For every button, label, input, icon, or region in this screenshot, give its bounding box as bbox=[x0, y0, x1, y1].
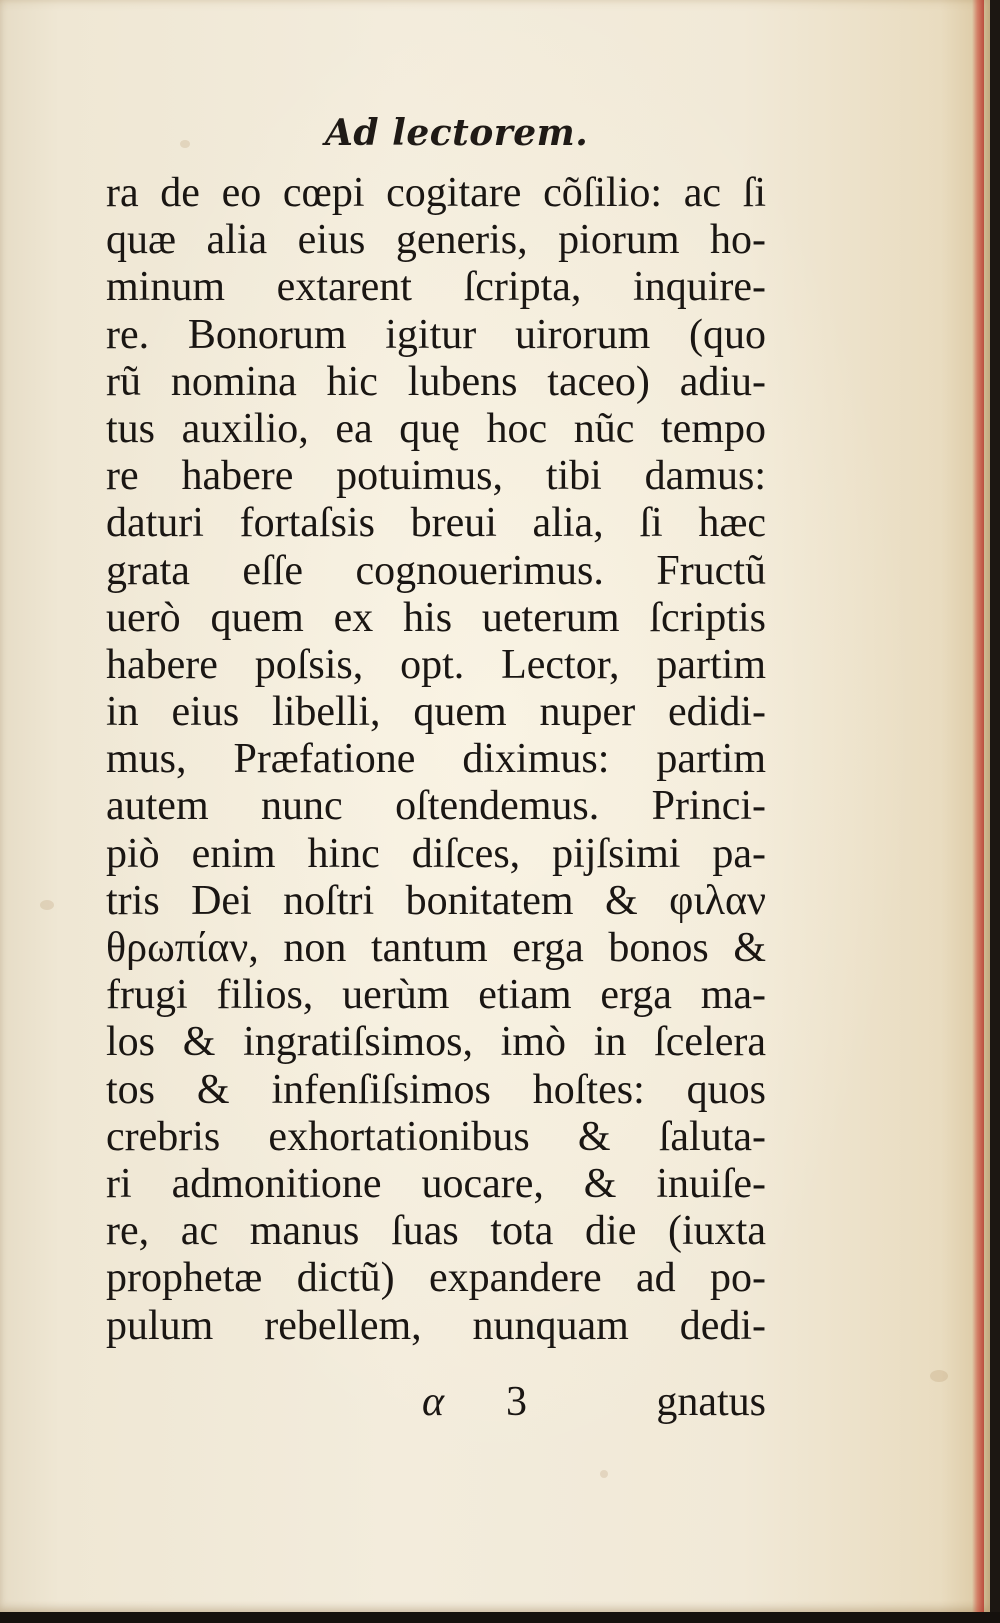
text-line: in eius libelli, quem nuper edidi- bbox=[106, 689, 766, 736]
foxing-spot bbox=[180, 140, 190, 148]
text-line: tus auxilio, ea quę hoc nũc tempo bbox=[106, 405, 766, 452]
page-footer bbox=[106, 1378, 766, 1428]
text-line: mus, Præfatione diximus: partim bbox=[106, 736, 766, 783]
text-line: ra de eo cœpi cogitare cõſilio: ac ſi bbox=[106, 170, 766, 216]
text-line: crebris exhortationibus & ſaluta- bbox=[106, 1113, 766, 1160]
foxing-spot bbox=[600, 1470, 608, 1478]
text-line: uerò quem ex his ueterum ſcriptis bbox=[106, 594, 766, 641]
dark-background-edge bbox=[0, 1612, 1000, 1623]
text-line: tos & infenſiſsimos hoſtes: quos bbox=[106, 1066, 766, 1113]
text-line: θρωπίαν, non tantum erga bonos & bbox=[106, 925, 766, 971]
text-line: habere poſsis, opt. Lector, partim bbox=[106, 641, 766, 688]
text-line: tris Dei noſtri bonitatem & φιλαν bbox=[106, 877, 766, 924]
text-line: ri admonitione uocare, & inuiſe- bbox=[106, 1160, 766, 1207]
body-text bbox=[106, 170, 766, 1350]
text-line: re, ac manus ſuas tota die (iuxta bbox=[106, 1208, 766, 1255]
text-line: daturi fortaſsis breui alia, ſi hæc bbox=[106, 500, 766, 547]
text-line: grata eſſe cognouerimus. Fructũ bbox=[106, 547, 766, 594]
text-line: piò enim hinc diſces, pijſsimi pa- bbox=[106, 830, 766, 877]
text-line: re. Bonorum igitur uirorum (quo bbox=[106, 311, 766, 358]
text-line: autem nunc oſtendemus. Princi- bbox=[106, 783, 766, 830]
text-line: pulum rebellem, nunquam dedi- bbox=[106, 1302, 766, 1349]
red-page-edge bbox=[972, 0, 984, 1612]
text-line: quæ alia eius generis, piorum ho- bbox=[106, 217, 766, 264]
signature-mark: α bbox=[422, 1379, 445, 1425]
catchword: gnatus bbox=[656, 1379, 766, 1425]
text-line: los & ingratiſsimos, imò in ſcelera bbox=[106, 1019, 766, 1066]
foxing-spot bbox=[40, 900, 54, 910]
signature-number: 3 bbox=[506, 1379, 527, 1425]
text-line: rũ nomina hic lubens taceo) adiu- bbox=[106, 358, 766, 405]
text-line: prophetæ dictũ) expandere ad po- bbox=[106, 1255, 766, 1302]
foxing-spot bbox=[930, 1370, 948, 1382]
text-line: minum extarent ſcripta, inquire- bbox=[106, 264, 766, 311]
text-line: frugi filios, uerùm etiam erga ma- bbox=[106, 972, 766, 1019]
text-line: re habere potuimus, tibi damus: bbox=[106, 453, 766, 500]
running-head: Ad lectorem. bbox=[325, 112, 589, 154]
